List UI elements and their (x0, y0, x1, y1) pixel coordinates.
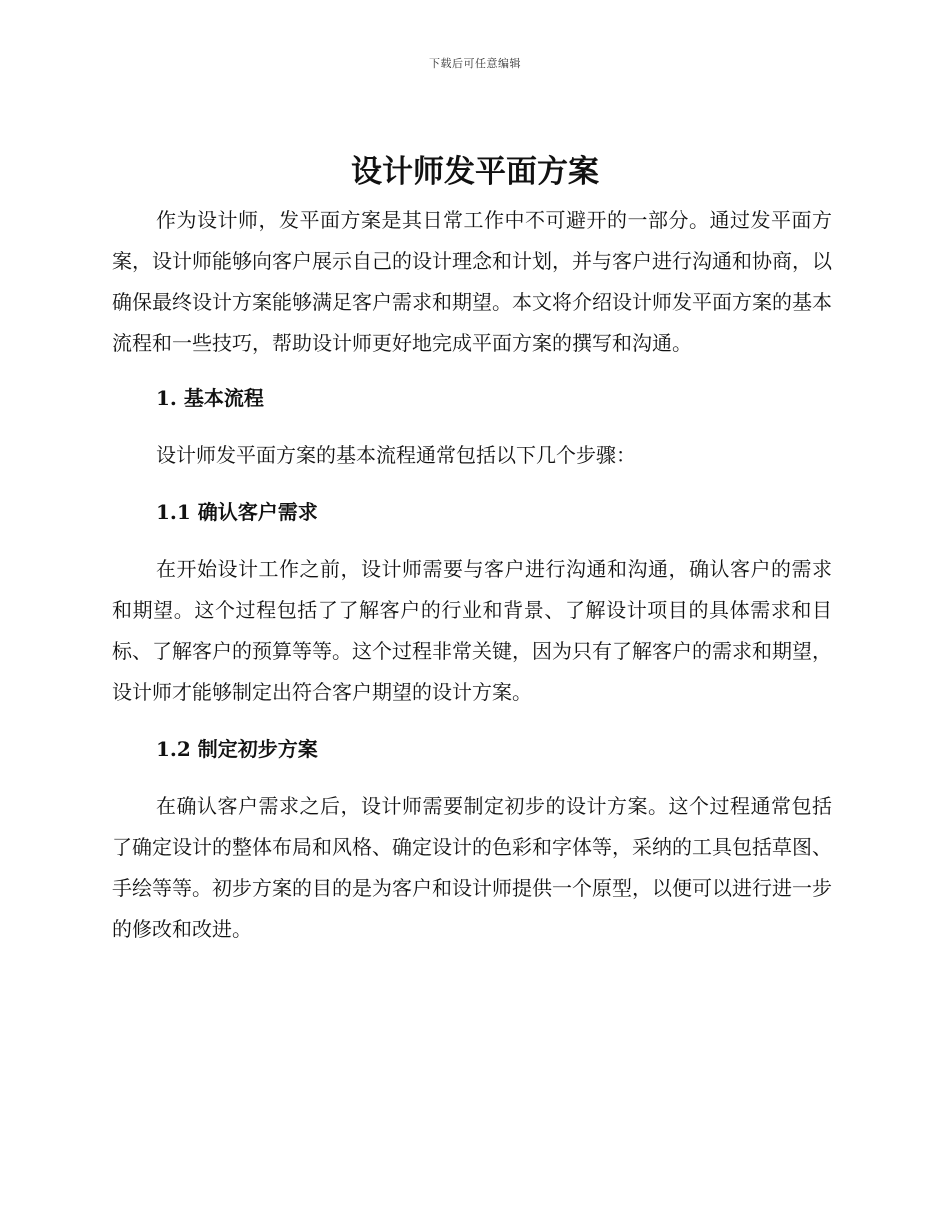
section-paragraph-confirm-needs: 在开始设计工作之前，设计师需要与客户进行沟通和沟通，确认客户的需求和期望。这个过程包括了了解客户的行业和背景、了解设计项目的具体需求和目标、了解客户的预算等等。这个过程非常关键，因为只有了解客户的需求和期望，设计师才能够制定出符合客户期望的设计方案。 (112, 557, 832, 704)
section-paragraph-initial-plan: 在确认客户需求之后，设计师需要制定初步的设计方案。这个过程通常包括了确定设计的整体布局和风格、确定设计的色彩和字体等，采纳的工具包括草图、手绘等等。初步方案的目的是为客户和设计师提供一个原型，以便可以进行进一步的修改和改进。 (112, 794, 832, 941)
intro-paragraph: 作为设计师，发平面方案是其日常工作中不可避开的一部分。通过发平面方案，设计师能够向客户展示自己的设计理念和计划，并与客户进行沟通和协商，以确保最终设计方案能够满足客户需求和期望。本文将介绍设计师发平面方案的基本流程和一些技巧，帮助设计师更好地完成平面方案的撰写和沟通。 (112, 208, 832, 355)
document-title: 设计师发平面方案 (351, 154, 599, 190)
section-heading-initial-plan: 1.2 制定初步方案 (156, 737, 318, 761)
section-heading-confirm-needs: 1.1 确认客户需求 (156, 500, 318, 524)
page-header: 下载后可任意编辑 (429, 57, 521, 70)
section-paragraph-basic-process: 设计师发平面方案的基本流程通常包括以下几个步骤： (156, 443, 636, 467)
document-body (112, 200, 832, 950)
section-heading-basic-process: 1. 基本流程 (156, 386, 264, 410)
